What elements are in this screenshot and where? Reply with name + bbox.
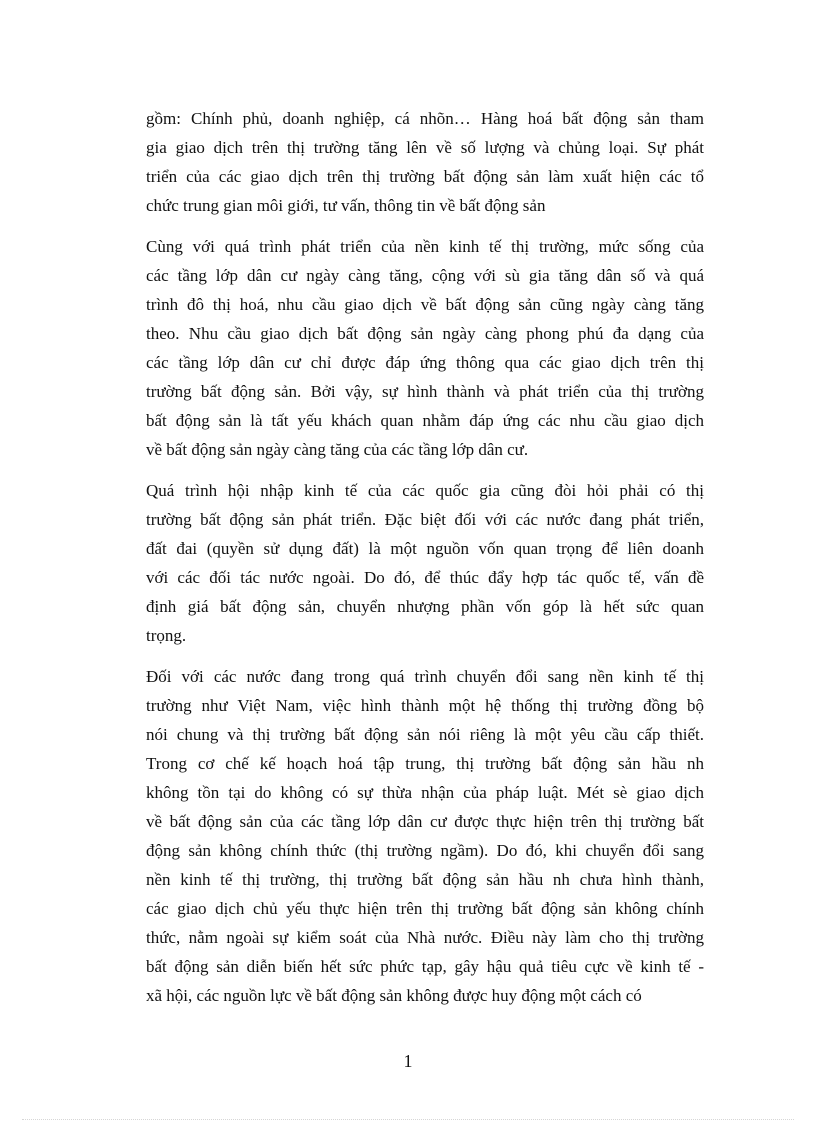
text-line: bất động sản diễn biến hết sức phức tạp, gây hậu quả tiêu cực về kinh tế - <box>146 957 704 976</box>
text-line: thức, nằm ngoài sự kiểm soát của Nhà nước. Điều này làm cho thị trường <box>146 928 704 947</box>
text-line: với các đối tác nước ngoài. Do đó, để thúc đẩy hợp tác quốc tế, vấn đề <box>146 568 704 587</box>
text-line: Quá trình hội nhập kinh tế của các quốc gia cũng đòi hỏi phải có thị <box>146 481 704 500</box>
text-line: bất động sản là tất yếu khách quan nhằm đáp ứng các nhu cầu giao dịch <box>146 411 704 430</box>
page-number: 1 <box>403 1051 413 1071</box>
text-line: triển của các giao dịch trên thị trường bất động sản làm xuất hiện các tổ <box>146 167 704 186</box>
text-line: xã hội, các nguồn lực về bất động sản không được huy động một cách có <box>146 986 642 1005</box>
text-line: các tầng lớp dân cư chỉ được đáp ứng thông qua các giao dịch trên thị <box>146 353 704 372</box>
text-line: Đối với các nước đang trong quá trình chuyển đổi sang nền kinh tế thị <box>146 667 704 686</box>
text-line: trọng. <box>146 626 187 645</box>
text-line: động sản không chính thức (thị trường ngầm). Do đó, khi chuyển đổi sang <box>146 841 704 860</box>
paragraph-3 <box>146 476 704 650</box>
paragraph-4 <box>146 662 704 1010</box>
text-line: gồm: Chính phủ, doanh nghiệp, cá nhõn… Hàng hoá bất động sản tham <box>146 109 704 128</box>
document-body <box>146 104 704 1010</box>
text-line: về bất động sản ngày càng tăng của các tầng lớp dân cư. <box>146 440 529 459</box>
text-line: trường bất động sản. Bởi vậy, sự hình thành và phát triển của thị trường <box>146 382 704 401</box>
page-bottom-edge <box>22 1119 794 1120</box>
text-line: trường bất động sản phát triển. Đặc biệt đối với các nước đang phát triển, <box>146 510 704 529</box>
text-line: không tồn tại do không có sự thừa nhận của pháp luật. Mét sè giao dịch <box>146 783 704 802</box>
text-line: chức trung gian môi giới, tư vấn, thông tin về bất động sản <box>146 196 546 215</box>
text-line: trình đô thị hoá, nhu cầu giao dịch về bất động sản cũng ngày càng tăng <box>146 295 704 314</box>
text-line: Trong cơ chế kế hoạch hoá tập trung, thị trường bất động sản hầu nh <box>146 754 704 773</box>
paragraph-1 <box>146 104 704 220</box>
text-line: đất đai (quyền sử dụng đất) là một nguồn vốn quan trọng để liên doanh <box>146 539 704 558</box>
text-line: Cùng với quá trình phát triển của nền kinh tế thị trường, mức sống của <box>146 237 704 256</box>
text-line: các tầng lớp dân cư ngày càng tăng, cộng với sù gia tăng dân số và quá <box>146 266 704 285</box>
text-line: theo. Nhu cầu giao dịch bất động sản ngày càng phong phú đa dạng của <box>146 324 704 343</box>
text-line: định giá bất động sản, chuyển nhượng phần vốn góp là hết sức quan <box>146 597 704 616</box>
text-line: nói chung và thị trường bất động sản nói riêng là một yêu cầu cấp thiết. <box>146 725 704 744</box>
text-line: nền kinh tế thị trường, thị trường bất động sản hầu nh chưa hình thành, <box>146 870 704 889</box>
paragraph-2 <box>146 232 704 464</box>
text-line: gia giao dịch trên thị trường tăng lên về số lượng và chủng loại. Sự phát <box>146 138 704 157</box>
text-line: về bất động sản của các tầng lớp dân cư được thực hiện trên thị trường bất <box>146 812 704 831</box>
text-line: các giao dịch chủ yếu thực hiện trên thị trường bất động sản không chính <box>146 899 704 918</box>
text-line: trường như Việt Nam, việc hình thành một hệ thống thị trường đồng bộ <box>146 696 704 715</box>
